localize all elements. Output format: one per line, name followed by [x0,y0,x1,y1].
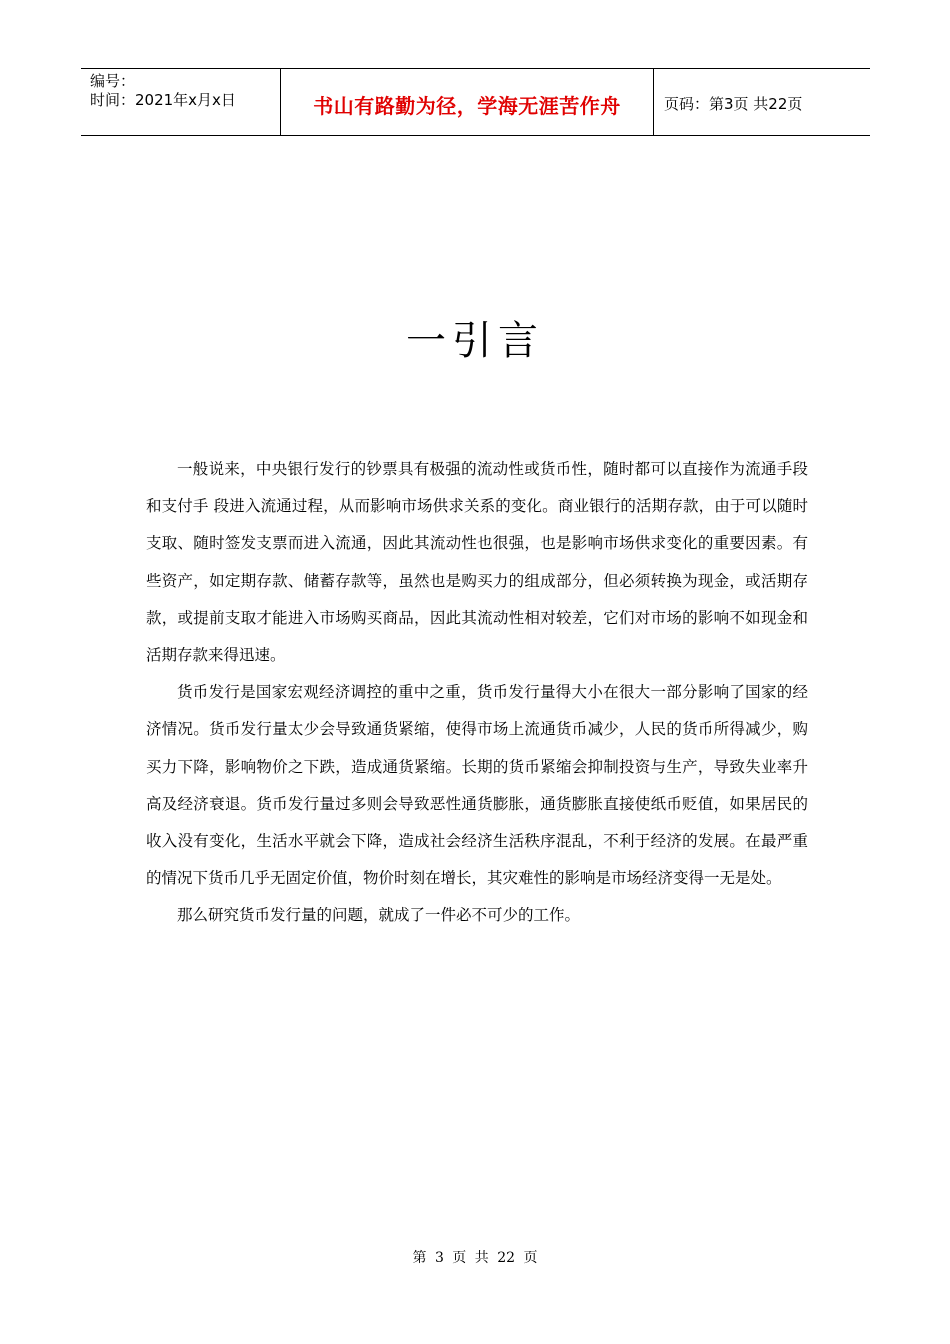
document-number-label: 编号： [90,72,136,90]
body-text [146,451,808,935]
page-header [81,68,870,136]
header-page-info: 页码：第3页 共22页 [664,94,803,113]
section-title: 一引言 [406,318,544,364]
document-date: 时间：2021年x月x日 [90,91,236,109]
header-motto: 书山有路勤为径，学海无涯苦作舟 [281,69,654,135]
paragraph: 一般说来，中央银行发行的钞票具有极强的流动性或货币性，随时都可以直接作为流通手段和支付手 段进入流通过程，从而影响市场供求关系的变化。商业银行的活期存款，由于可以随时支取、随时签发支票而进入流通，因此其流动性也很强，也是影响市场供求变化的重要因素。有些资产，如定期存款、储蓄存款等，虽然也是购买力的组成部分，但必须转换为现金，或活期存款，或提前支取才能进入市场购买商品，因此其流动性相对较差，它们对市场的影响不如现金和活期存款来得迅速。 [146,460,808,665]
header-meta [81,69,281,135]
page-footer: 第 3 页 共 22 页 [412,1250,538,1266]
paragraph: 那么研究货币发行量的问题，就成了一件必不可少的工作。 [177,906,581,925]
paragraph: 货币发行是国家宏观经济调控的重中之重，货币发行量得大小在很大一部分影响了国家的经济情况。货币发行量太少会导致通货紧缩，使得市场上流通货币减少，人民的货币所得减少，购买力下降，影响物价之下跌，造成通货紧缩。长期的货币紧缩会抑制投资与生产，导致失业率升高及经济衰退。货币发行量过多则会导致恶性通货膨胀，通货膨胀直接使纸币贬值，如果居民的收入没有变化，生活水平就会下降，造成社会经济生活秩序混乱，不利于经济的发展。在最严重的情况下货币几乎无固定价值，物价时刻在增长，其灾难性的影响是市场经济变得一无是处。 [146,683,808,888]
